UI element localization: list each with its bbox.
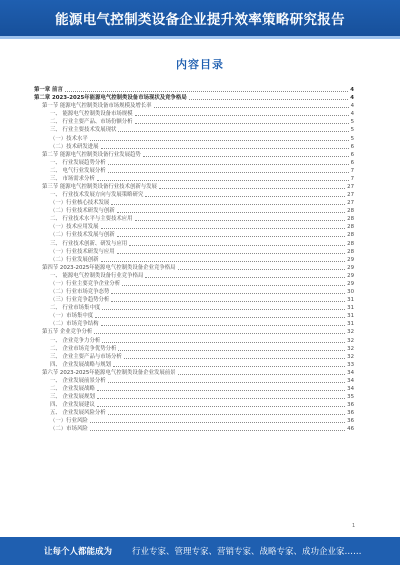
- toc-entry-label: 五、 企业发展风险分析: [50, 410, 106, 417]
- toc-entry-page: 36: [347, 418, 354, 425]
- toc-entry-page: 7: [350, 167, 354, 174]
- toc-entry-label: 三、 行业技术创新、研发与应用: [50, 240, 128, 247]
- toc-entry-label: （三）行业竞争趋势分析: [50, 297, 110, 304]
- toc-entry-label: （二）行业技术研发与创新: [50, 208, 115, 215]
- toc-entry-page: 28: [347, 240, 354, 247]
- toc-entry[interactable]: [34, 230, 354, 238]
- toc-entry-page: 29: [347, 264, 354, 271]
- toc-entry-page: 28: [347, 232, 354, 239]
- toc-entry-page: 31: [347, 305, 354, 312]
- toc-entry-label: （二）技术研发进展: [50, 143, 99, 150]
- toc-entry-page: 28: [347, 216, 354, 223]
- toc-entry[interactable]: [34, 190, 354, 198]
- toc-entry-label: 三、 企业发展规划: [50, 394, 95, 401]
- toc-entry[interactable]: [34, 319, 354, 327]
- toc-entry-page: 34: [347, 377, 354, 384]
- toc-leader-dots: [117, 212, 345, 213]
- toc-entry[interactable]: [34, 352, 354, 360]
- toc-entry[interactable]: [34, 360, 354, 368]
- toc-entry[interactable]: [34, 222, 354, 230]
- toc-entry-page: 31: [347, 313, 354, 320]
- toc-entry[interactable]: [34, 408, 354, 416]
- toc-entry-page: 32: [347, 329, 354, 336]
- toc-leader-dots: [101, 325, 346, 326]
- toc-entry-page: 28: [347, 248, 354, 255]
- toc-leader-dots: [129, 245, 345, 246]
- toc-leader-dots: [102, 309, 345, 310]
- toc-entry-label: 二、 行业主要产品、市场份额分析: [50, 119, 133, 126]
- toc-leader-dots: [135, 115, 349, 116]
- toc-entry[interactable]: [34, 166, 354, 174]
- toc-leader-dots: [108, 414, 346, 415]
- toc-entry-page: 35: [347, 394, 354, 401]
- toc-entry[interactable]: [34, 327, 354, 335]
- toc-leader-dots: [118, 131, 348, 132]
- toc-leader-dots: [90, 422, 345, 423]
- toc-entry-label: 一、 企业竞争力分析: [50, 337, 101, 344]
- toc-entry-label: 二、 企业发展战略: [50, 385, 95, 392]
- toc-entry[interactable]: [34, 335, 354, 343]
- toc-entry[interactable]: [34, 174, 354, 182]
- toc-entry-page: 27: [347, 184, 354, 191]
- toc-leader-dots: [145, 277, 345, 278]
- toc-entry-label: （二）行业发展创新: [50, 256, 99, 263]
- toc-entry-label: 四、 企业发展建议: [50, 402, 95, 409]
- toc-entry[interactable]: [34, 158, 354, 166]
- toc-leader-dots: [97, 398, 345, 399]
- toc-entry-label: 第二节 能源电气控制类设备行业发展趋势: [42, 151, 141, 158]
- toc-entry-label: （一）市场集中度: [50, 313, 94, 320]
- toc-entry-label: 一、 能源电气控制类设备行业竞争格局: [50, 272, 144, 279]
- toc-entry[interactable]: [34, 133, 354, 141]
- toc-leader-dots: [108, 164, 349, 165]
- page-number: 1: [352, 523, 356, 529]
- toc-entry-page: 28: [347, 208, 354, 215]
- toc-entry-label: 第四节 2023-2025年能源电气控制类设备企业竞争格局: [42, 264, 176, 271]
- toc-entry-page: 31: [347, 321, 354, 328]
- toc-entry-label: （一）行业技术研发与应用: [50, 248, 115, 255]
- toc-entry-label: （一）行业主要竞争企业分析: [50, 280, 121, 287]
- toc-entry-page: 27: [347, 200, 354, 207]
- toc-leader-dots: [178, 374, 346, 375]
- toc-entry-page: 32: [347, 337, 354, 344]
- report-header-bar: [0, 0, 400, 36]
- toc-entry-page: 29: [347, 280, 354, 287]
- toc-entry[interactable]: [34, 263, 354, 271]
- toc-leader-dots: [124, 358, 345, 359]
- toc-entry-label: （二）市场风险: [50, 426, 88, 433]
- toc-entry-page: 33: [347, 361, 354, 368]
- toc-entry[interactable]: [34, 238, 354, 246]
- toc-entry[interactable]: [34, 85, 354, 93]
- toc-entry[interactable]: [34, 109, 354, 117]
- toc-entry[interactable]: [34, 247, 354, 255]
- toc-entry-label: （二）行业市场竞争态势: [50, 289, 110, 296]
- toc-entry[interactable]: [34, 287, 354, 295]
- toc-entry-label: 四、 企业发展战略与规划: [50, 361, 112, 368]
- toc-entry-label: （二）行业技术发展与创新: [50, 232, 115, 239]
- toc-entry-label: 第六节 2023-2025年能源电气控制类设备企业发展前景: [42, 369, 176, 376]
- toc-leader-dots: [102, 342, 345, 343]
- toc-leader-dots: [111, 204, 345, 205]
- toc-entry-page: 36: [347, 402, 354, 409]
- toc-entry-page: 32: [347, 345, 354, 352]
- toc-entry-label: （一）技术水平: [50, 135, 88, 142]
- toc-entry-page: 7: [350, 175, 354, 182]
- toc-entry[interactable]: [34, 142, 354, 150]
- toc-leader-dots: [135, 220, 346, 221]
- toc-entry-label: 第二章 2023-2025年能源电气控制类设备市场现状及竞争格局: [34, 95, 187, 102]
- toc-entry[interactable]: [34, 125, 354, 133]
- toc-entry[interactable]: [34, 384, 354, 392]
- toc-entry[interactable]: [34, 255, 354, 263]
- toc-entry[interactable]: [34, 198, 354, 206]
- toc-leader-dots: [90, 430, 345, 431]
- toc-entry-label: 第三节 能源电气控制类设备行业技术创新与发展: [42, 184, 157, 191]
- toc-entry-page: 28: [347, 224, 354, 231]
- toc-leader-dots: [122, 285, 345, 286]
- toc-leader-dots: [108, 382, 346, 383]
- toc-entry[interactable]: [34, 295, 354, 303]
- toc-entry-label: （一）行业核心技术发展: [50, 200, 110, 207]
- toc-leader-dots: [154, 107, 349, 108]
- toc-entry-page: 34: [347, 385, 354, 392]
- toc-entry-page: 5: [350, 119, 354, 126]
- toc-entry[interactable]: [34, 117, 354, 125]
- toc-leader-dots: [101, 228, 346, 229]
- toc-entry-label: 一、 企业发展前景分析: [50, 377, 106, 384]
- toc-entry-label: 一、 行业发展趋势分析: [50, 159, 106, 166]
- toc-leader-dots: [189, 99, 349, 100]
- toc-entry-page: 36: [347, 410, 354, 417]
- toc-leader-dots: [118, 350, 345, 351]
- toc-entry[interactable]: [34, 182, 354, 190]
- toc-entry[interactable]: [34, 311, 354, 319]
- toc-entry-label: （二）市场竞争结构: [50, 321, 99, 328]
- toc-entry-page: 6: [350, 143, 354, 150]
- toc-entry-page: 46: [347, 426, 354, 433]
- toc-entry-page: 5: [350, 135, 354, 142]
- toc-entry[interactable]: [34, 344, 354, 352]
- toc-entry[interactable]: [34, 93, 354, 101]
- toc-entry-label: 一、 能源电气控制类设备市场规模: [50, 111, 133, 118]
- toc-entry-label: 二、 电气行业发展分析: [50, 167, 106, 174]
- toc-entry-page: 31: [347, 297, 354, 304]
- toc-entry-page: 30: [347, 289, 354, 296]
- header-accent-stripe: [0, 36, 400, 39]
- toc-entry-page: 34: [347, 369, 354, 376]
- report-title: 能源电气控制类设备企业提升效率策略研究报告: [55, 12, 345, 28]
- footer-slogan-left: 让每个人都能成为: [44, 547, 113, 557]
- toc-leader-dots: [65, 91, 348, 92]
- toc-entry-page: 4: [350, 87, 354, 94]
- toc-entry-page: 6: [350, 151, 354, 158]
- toc-entry[interactable]: [34, 271, 354, 279]
- toc-leader-dots: [111, 293, 345, 294]
- toc-entry-label: 三、 行业主要技术发展现状: [50, 127, 117, 134]
- toc-leader-dots: [178, 269, 346, 270]
- toc-entry-page: 29: [347, 256, 354, 263]
- toc-entry-label: 二、 企业市场竞争优势分析: [50, 345, 117, 352]
- toc-entry-label: （一）技术应用发展: [50, 224, 99, 231]
- toc-entry[interactable]: [34, 424, 354, 432]
- toc-entry[interactable]: [34, 206, 354, 214]
- toc-entry-page: 4: [350, 103, 354, 110]
- toc-leader-dots: [135, 123, 349, 124]
- toc-leader-dots: [95, 317, 345, 318]
- toc-leader-dots: [101, 261, 346, 262]
- toc-entry[interactable]: [34, 214, 354, 222]
- footer-slogan-right: 行业专家、管理专家、营销专家、战略专家、成功企业家……: [132, 547, 362, 557]
- toc-entry-page: 6: [350, 159, 354, 166]
- table-of-contents: [34, 85, 354, 432]
- toc-entry[interactable]: [34, 303, 354, 311]
- toc-leader-dots: [143, 156, 349, 157]
- toc-entry[interactable]: [34, 416, 354, 424]
- toc-entry-label: 三、 市场需求分析: [50, 175, 95, 182]
- toc-entry-label: 二、 行业市场集中度: [50, 305, 101, 312]
- toc-entry-page: 27: [347, 192, 354, 199]
- toc-entry[interactable]: [34, 400, 354, 408]
- toc-entry-label: 第一章 前言: [34, 87, 63, 94]
- toc-leader-dots: [113, 366, 345, 367]
- toc-leader-dots: [117, 253, 345, 254]
- toc-leader-dots: [108, 172, 349, 173]
- toc-entry[interactable]: [34, 101, 354, 109]
- toc-entry[interactable]: [34, 150, 354, 158]
- toc-entry-label: （一）行业风险: [50, 418, 88, 425]
- toc-leader-dots: [101, 148, 349, 149]
- toc-entry[interactable]: [34, 368, 354, 376]
- toc-leader-dots: [94, 333, 345, 334]
- toc-entry-label: 第五节 企业竞争分析: [42, 329, 93, 336]
- toc-leader-dots: [97, 180, 349, 181]
- toc-leader-dots: [145, 196, 345, 197]
- toc-heading: 内容目录: [176, 58, 224, 71]
- toc-leader-dots: [90, 140, 349, 141]
- toc-entry-label: 三、 企业主要产品与市场分析: [50, 353, 122, 360]
- toc-entry-label: 第一节 能源电气控制类设备市场规模及增长率: [42, 103, 152, 110]
- toc-entry[interactable]: [34, 279, 354, 287]
- toc-entry[interactable]: [34, 392, 354, 400]
- toc-entry-label: 二、 行业技术水平与主要技术应用: [50, 216, 133, 223]
- toc-entry-label: 一、 行业技术发展方向与发展策略研究: [50, 192, 144, 199]
- toc-entry[interactable]: [34, 376, 354, 384]
- toc-leader-dots: [97, 390, 345, 391]
- toc-entry-page: 32: [347, 353, 354, 360]
- toc-leader-dots: [117, 236, 345, 237]
- toc-leader-dots: [159, 188, 345, 189]
- toc-entry-page: 29: [347, 272, 354, 279]
- toc-leader-dots: [111, 301, 345, 302]
- toc-entry-page: 5: [350, 127, 354, 134]
- toc-leader-dots: [97, 406, 345, 407]
- toc-entry-page: 4: [350, 95, 354, 102]
- toc-entry-page: 4: [350, 111, 354, 118]
